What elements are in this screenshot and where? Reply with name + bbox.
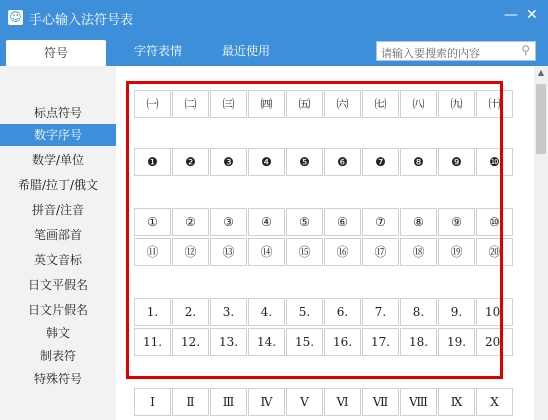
tab-bar bbox=[0, 36, 548, 66]
window-title: 手心输入法符号表 bbox=[29, 13, 134, 28]
sidebar-item[interactable]: 日文片假名 bbox=[27, 303, 88, 317]
symbol-cell[interactable]: 19. bbox=[438, 328, 475, 356]
symbol-cell[interactable]: Ⅳ bbox=[248, 388, 285, 416]
symbol-cell[interactable]: 4. bbox=[248, 298, 285, 326]
symbol-cell[interactable]: 17. bbox=[362, 328, 399, 356]
close-button[interactable]: ✕ bbox=[526, 7, 538, 23]
symbol-cell[interactable]: 10. bbox=[476, 298, 513, 326]
symbol-cell[interactable]: ⑱ bbox=[400, 238, 437, 266]
sidebar-item[interactable]: 特殊符号 bbox=[33, 372, 82, 386]
symbol-cell[interactable]: ❽ bbox=[400, 148, 437, 176]
search-input[interactable] bbox=[377, 45, 513, 63]
symbol-cell[interactable]: 5. bbox=[286, 298, 323, 326]
symbol-cell[interactable]: ❾ bbox=[438, 148, 475, 176]
symbol-cell[interactable]: ⑮ bbox=[286, 238, 323, 266]
sidebar-item[interactable]: 数学/单位 bbox=[31, 153, 85, 167]
symbol-panel bbox=[116, 66, 548, 420]
symbol-cell[interactable]: 16. bbox=[324, 328, 361, 356]
symbol-cell[interactable]: ❶ bbox=[134, 148, 171, 176]
search-icon[interactable]: ⚲ bbox=[521, 43, 530, 57]
symbol-cell[interactable]: ⑰ bbox=[362, 238, 399, 266]
sidebar-item[interactable]: 日文平假名 bbox=[27, 278, 88, 292]
symbol-cell[interactable]: Ⅹ bbox=[476, 388, 513, 416]
tab-symbols[interactable]: 符号 bbox=[6, 40, 106, 66]
symbol-cell[interactable]: ㈡ bbox=[172, 90, 209, 118]
symbol-cell[interactable]: ⑤ bbox=[286, 208, 323, 236]
minimize-button[interactable]: — bbox=[504, 7, 518, 23]
symbol-cell[interactable]: Ⅴ bbox=[286, 388, 323, 416]
title-bar bbox=[0, 0, 548, 36]
scroll-up-icon[interactable]: ▲ bbox=[537, 68, 545, 77]
symbol-cell[interactable]: 1. bbox=[134, 298, 171, 326]
sidebar-item[interactable]: 希腊/拉丁/俄文 bbox=[17, 178, 99, 192]
sidebar-item[interactable]: 笔画部首 bbox=[33, 228, 82, 242]
symbol-cell[interactable]: 8. bbox=[400, 298, 437, 326]
symbol-cell[interactable]: ❿ bbox=[476, 148, 513, 176]
symbol-cell[interactable]: ⑯ bbox=[324, 238, 361, 266]
symbol-cell[interactable]: Ⅸ bbox=[438, 388, 475, 416]
symbol-cell[interactable]: Ⅲ bbox=[210, 388, 247, 416]
symbol-cell[interactable]: ③ bbox=[210, 208, 247, 236]
symbol-cell[interactable]: 7. bbox=[362, 298, 399, 326]
symbol-cell[interactable]: ⑫ bbox=[172, 238, 209, 266]
app-logo-icon: ☺ bbox=[9, 10, 22, 24]
symbol-cell[interactable]: ㈦ bbox=[362, 90, 399, 118]
symbol-cell[interactable]: ⑨ bbox=[438, 208, 475, 236]
symbol-cell[interactable]: 3. bbox=[210, 298, 247, 326]
sidebar-item[interactable]: 韩文 bbox=[45, 326, 70, 340]
symbol-cell[interactable]: ❼ bbox=[362, 148, 399, 176]
sidebar-item[interactable]: 英文音标 bbox=[33, 253, 82, 267]
symbol-cell[interactable]: ㈣ bbox=[248, 90, 285, 118]
symbol-cell[interactable]: ❹ bbox=[248, 148, 285, 176]
symbol-cell[interactable]: ⑩ bbox=[476, 208, 513, 236]
symbol-cell[interactable]: 12. bbox=[172, 328, 209, 356]
symbol-cell[interactable]: ㈠ bbox=[134, 90, 171, 118]
sidebar-item[interactable]: 数字序号 bbox=[0, 124, 116, 146]
symbol-cell[interactable]: ㈩ bbox=[476, 90, 513, 118]
search-box bbox=[376, 41, 536, 61]
symbol-cell[interactable]: ④ bbox=[248, 208, 285, 236]
category-sidebar bbox=[0, 66, 116, 420]
symbol-cell[interactable]: ❻ bbox=[324, 148, 361, 176]
symbol-cell[interactable]: ㈨ bbox=[438, 90, 475, 118]
sidebar-item[interactable]: 制表符 bbox=[39, 349, 76, 363]
symbol-cell[interactable]: 9. bbox=[438, 298, 475, 326]
symbol-cell[interactable]: ⑥ bbox=[324, 208, 361, 236]
symbol-cell[interactable]: ⑧ bbox=[400, 208, 437, 236]
symbol-cell[interactable]: ㈤ bbox=[286, 90, 323, 118]
symbol-cell[interactable]: 20. bbox=[476, 328, 513, 356]
symbol-cell[interactable]: ㈧ bbox=[400, 90, 437, 118]
symbol-cell[interactable]: ⑲ bbox=[438, 238, 475, 266]
tab-recent[interactable]: 最近使用 bbox=[221, 44, 270, 58]
symbol-cell[interactable]: Ⅰ bbox=[134, 388, 171, 416]
symbol-cell[interactable]: Ⅶ bbox=[362, 388, 399, 416]
symbol-cell[interactable]: 11. bbox=[134, 328, 171, 356]
tab-emoticons[interactable]: 字符表情 bbox=[133, 44, 182, 58]
symbol-cell[interactable]: Ⅷ bbox=[400, 388, 437, 416]
sidebar-item[interactable]: 标点符号 bbox=[33, 106, 82, 120]
symbol-cell[interactable]: 14. bbox=[248, 328, 285, 356]
symbol-cell[interactable]: 6. bbox=[324, 298, 361, 326]
symbol-cell[interactable]: ㈢ bbox=[210, 90, 247, 118]
symbol-cell[interactable]: ⑪ bbox=[134, 238, 171, 266]
scroll-thumb[interactable] bbox=[536, 84, 546, 154]
symbol-cell[interactable]: 13. bbox=[210, 328, 247, 356]
symbol-cell[interactable]: 15. bbox=[286, 328, 323, 356]
symbol-cell[interactable]: ❷ bbox=[172, 148, 209, 176]
symbol-cell[interactable]: ⑦ bbox=[362, 208, 399, 236]
symbol-cell[interactable]: ⑬ bbox=[210, 238, 247, 266]
symbol-cell[interactable]: ❺ bbox=[286, 148, 323, 176]
symbol-cell[interactable]: Ⅱ bbox=[172, 388, 209, 416]
symbol-cell[interactable]: ① bbox=[134, 208, 171, 236]
symbol-cell[interactable]: ② bbox=[172, 208, 209, 236]
symbol-cell[interactable]: ㈥ bbox=[324, 90, 361, 118]
symbol-cell[interactable]: 18. bbox=[400, 328, 437, 356]
symbol-cell[interactable]: ❸ bbox=[210, 148, 247, 176]
symbol-cell[interactable]: Ⅵ bbox=[324, 388, 361, 416]
symbol-cell[interactable]: 2. bbox=[172, 298, 209, 326]
symbol-cell[interactable]: ⑳ bbox=[476, 238, 513, 266]
sidebar-item[interactable]: 拼音/注音 bbox=[31, 203, 85, 217]
symbol-cell[interactable]: ⑭ bbox=[248, 238, 285, 266]
vertical-scrollbar[interactable] bbox=[534, 66, 548, 420]
